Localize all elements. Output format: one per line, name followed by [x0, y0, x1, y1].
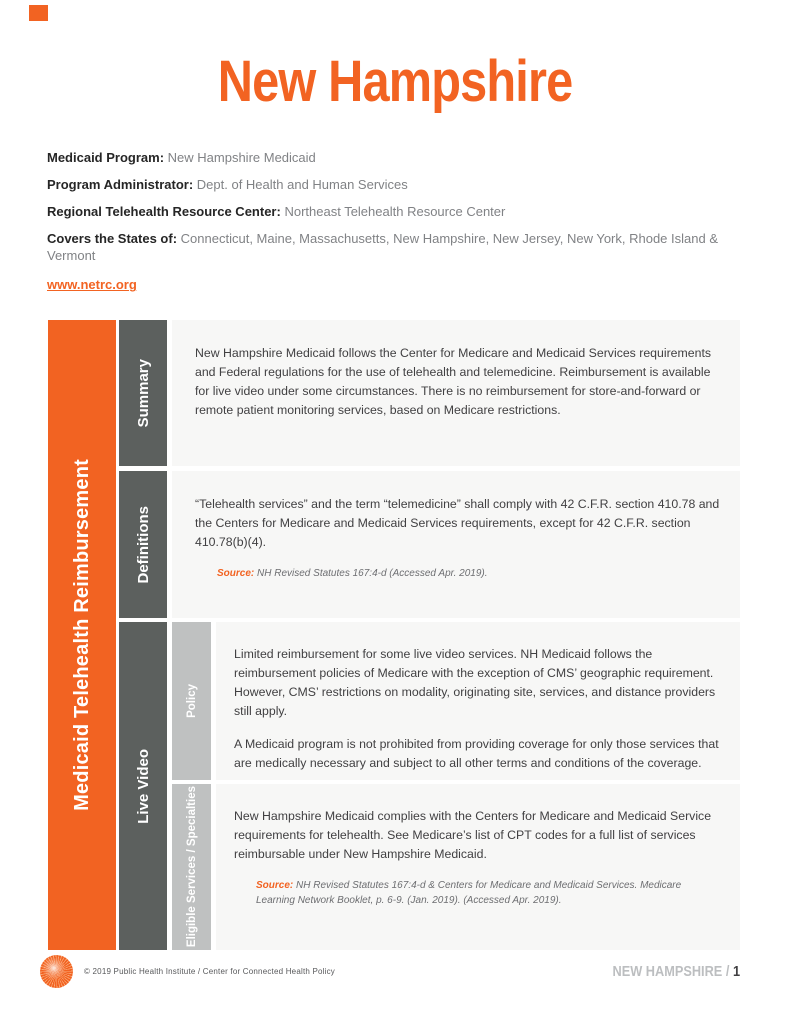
footer-left [40, 955, 335, 988]
tab-summary-label: Summary [134, 358, 152, 428]
page-footer [40, 951, 740, 991]
eligible-services-content [216, 784, 740, 950]
category-label: Medicaid Telehealth Reimbursement [70, 459, 93, 811]
cchp-globe-logo-icon [40, 955, 73, 988]
meta-label: Program Administrator: [47, 176, 194, 192]
definitions-paragraph: “Telehealth services” and the term “telemedicine” shall comply with 42 C.F.R. section 410.78 and the Centers for Medicare and Medicaid Services requirements, except for 42 C.F.R. section 410.78(b)(4). [195, 497, 720, 550]
page-number: 1 [732, 962, 740, 980]
title-container [0, 48, 791, 115]
tab-policy [172, 622, 211, 780]
matrix-rows [119, 320, 740, 950]
meta-block [47, 150, 719, 294]
eligible-services-source [256, 878, 722, 908]
tab-summary [119, 320, 167, 466]
source-label: Source: [217, 568, 255, 580]
copyright-text: © 2019 Public Health Institute / Center for Connected Health Policy [84, 966, 335, 976]
section-live-video [119, 622, 740, 950]
source-text: NH Revised Statutes 167:4-d (Accessed Apr. 2019). [257, 568, 488, 580]
summary-content [172, 320, 740, 466]
live-video-subrows [172, 622, 740, 950]
source-label: Source: [256, 880, 294, 892]
meta-value: Connecticut, Maine, Massachusetts, New Hampshire, New Jersey, New York, Rhode Island & Vermont [47, 230, 719, 263]
reimbursement-matrix [48, 320, 740, 950]
meta-row-program-administrator [47, 177, 719, 194]
page-label-prefix: NEW HAMPSHIRE / [612, 962, 733, 980]
section-definitions [119, 471, 740, 618]
section-summary [119, 320, 740, 466]
policy-paragraph: A Medicaid program is not prohibited from providing coverage for only those services that are medically necessary and subject to all other terms and conditions of the coverage. [234, 737, 719, 771]
meta-label: Medicaid Program: [47, 150, 165, 165]
subsection-policy [172, 622, 740, 780]
tab-live-video-label: Live Video [134, 748, 152, 824]
tab-policy-label: Policy [185, 684, 198, 718]
category-bar [48, 320, 116, 950]
page-title: New Hampshire [218, 49, 573, 114]
meta-row-covered-states [47, 231, 719, 265]
definitions-content [172, 471, 740, 618]
meta-row-resource-center [47, 204, 719, 221]
tab-definitions-label: Definitions [134, 505, 152, 584]
corner-mark [29, 5, 48, 21]
source-text: NH Revised Statutes 167:4-d & Centers for Medicare and Medicaid Services. Medicare Learning Network Booklet, p. 6-9. (Jan. 2019). (Accessed Apr. 2019). [256, 880, 682, 907]
meta-value: Northeast Telehealth Resource Center [284, 203, 506, 219]
page-label [612, 963, 740, 980]
tab-eligible-services-label: Eligible Services / Specialties [185, 786, 198, 948]
meta-value: Dept. of Health and Human Services [196, 176, 408, 192]
policy-content [216, 622, 740, 780]
subsection-eligible-services [172, 784, 740, 950]
summary-paragraph: New Hampshire Medicaid follows the Center for Medicare and Medicaid Services requirements and Federal regulations for the use of telehealth and telemedicine. Reimbursement is available for live video under some circumstances. There is no reimbursement for store-and-forward or remote patient monitoring services, based on Medicare restrictions. [195, 346, 712, 418]
meta-value: New Hampshire Medicaid [167, 150, 316, 165]
meta-label: Covers the States of: [47, 230, 178, 246]
policy-paragraph: Limited reimbursement for some live video services. NH Medicaid follows the reimbursement policies of Medicare with the exception of CMS’ geographic requirement. However, CMS’ restrictions on modality, originating site, services, and distance providers still apply. [234, 647, 716, 719]
tab-definitions [119, 471, 167, 618]
definitions-source [217, 566, 720, 581]
meta-row-medicaid-program [47, 150, 719, 167]
eligible-services-paragraph: New Hampshire Medicaid complies with the Centers for Medicare and Medicaid Service requirements for telehealth. See Medicare’s list of CPT codes for a full list of services reimbursable under New Hampshire Medicaid. [234, 809, 712, 862]
tab-eligible-services [172, 784, 211, 950]
website-link[interactable]: www.netrc.org [47, 277, 137, 293]
tab-live-video [119, 622, 167, 950]
meta-label: Regional Telehealth Resource Center: [47, 203, 281, 219]
